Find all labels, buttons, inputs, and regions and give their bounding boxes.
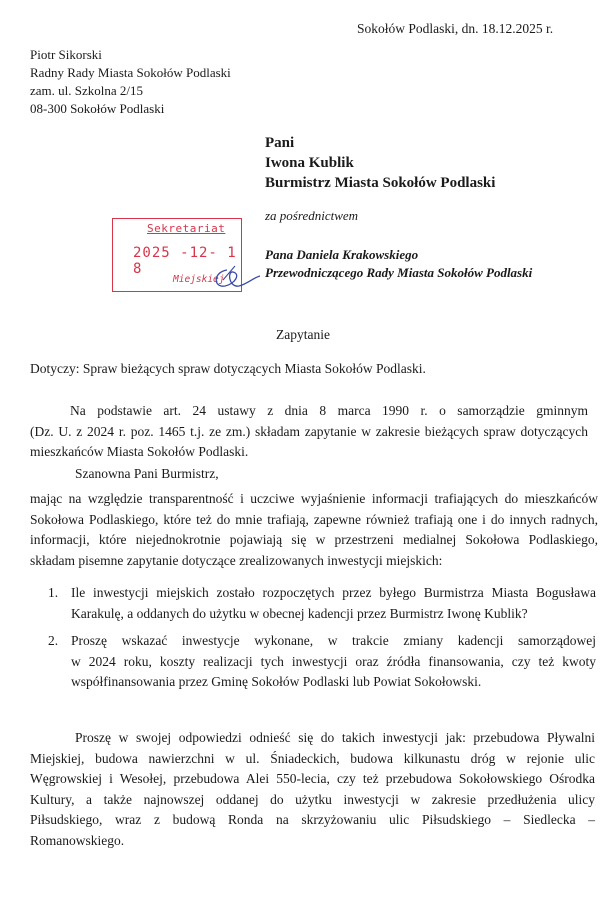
- sender-block: [30, 46, 231, 118]
- list-item-line: współfinansowania przez Gminę Sokołów Podlaski lub Powiat Sokołowski.: [71, 674, 482, 689]
- paragraph-line: Kultury, a także najnowszej oddanej do użytku inwestycji w zakresie przedłużenia ulicy: [30, 791, 595, 807]
- paragraph-line: Piłsudskiego, wraz z budową Ronda na skrzyżowaniu ulic Piłsudskiego – Siedlecka –: [30, 812, 595, 827]
- paragraph-line: Romanowskiego.: [30, 832, 125, 848]
- stamp-city: Miejskiej: [173, 274, 225, 285]
- list-item: [48, 631, 596, 693]
- addressee-block: [265, 133, 495, 193]
- paragraph-line: Sokołowa Podlaskiego, które też do mnie trafiają, zapewne również trafiają one i do innych radnych,: [30, 511, 598, 527]
- paragraph-intro: [30, 489, 598, 571]
- sender-city: 08-300 Sokołów Podlaski: [30, 101, 165, 116]
- subject-line: Dotyczy: Spraw bieżących spraw dotyczących Miasta Sokołów Podlaski.: [30, 361, 426, 376]
- place-date: Sokołów Podlaski, dn. 18.12.2025 r.: [357, 21, 554, 36]
- list-item-line: Karakulę, a oddanych do użytku w obecnej kadencji przez Burmistrz Iwonę Kublik?: [71, 605, 528, 621]
- list-item-line: Proszę wskazać inwestycje wykonane, w trakcie zmiany kadencji samorządowej: [71, 633, 596, 648]
- salutation: Szanowna Pani Burmistrz,: [75, 466, 219, 481]
- list-item: [48, 583, 596, 624]
- paragraph-line: Na podstawie art. 24 ustawy z dnia 8 marca 1990 r. o samorządzie gminnym: [70, 403, 588, 418]
- list-item-number: 1.: [48, 585, 59, 600]
- paragraph-line: mieszkańców Miasta Sokołów Podlaski.: [30, 444, 249, 459]
- chair-name: Pana Daniela Krakowskiego: [265, 247, 419, 262]
- sender-title: Radny Rady Miasta Sokołów Podlaski: [30, 65, 231, 80]
- addressee-title: Burmistrz Miasta Sokołów Podlaski: [265, 175, 496, 191]
- stamp-signature-icon: [205, 258, 265, 298]
- paragraph-line: mając na względzie transparentność i uczciwe wyjaśnienie informacji trafiających do mieszkańców: [30, 491, 598, 506]
- sender-name: Piotr Sikorski: [30, 47, 102, 62]
- chair-title: Przewodniczącego Rady Miasta Sokołów Podlaski: [265, 265, 533, 280]
- list-item-number: 2.: [48, 633, 59, 648]
- stamp-date: 2025 -12- 1 8: [133, 245, 237, 277]
- addressee-salutation: Pani: [265, 135, 295, 151]
- paragraph-legal-basis: [30, 401, 588, 463]
- paragraph-line: informacji, które niejednokrotnie pojawiają się w przestrzeni medialnej Sokołowa Podlaskiego,: [30, 532, 598, 547]
- paragraph-line: Węgrowskiej i Wesołej, przebudowa Alei 550-lecia, czy też przebudowa Sokołowskiego Ośrodka: [30, 771, 595, 786]
- sender-street: zam. ul. Szkolna 2/15: [30, 83, 144, 98]
- list-item-line: Ile inwestycji miejskich zostało rozpoczętych przez byłego Burmistrza Miasta Bogusława: [71, 585, 596, 600]
- via-note: za pośrednictwem: [265, 208, 359, 223]
- paragraph-line: (Dz. U. z 2024 r. poz. 1465 t.j. ze zm.) składam zapytanie w zakresie bieżących spraw dotyczących: [30, 423, 588, 439]
- paragraph-line: Proszę w swojej odpowiedzi odnieść się do takich inwestycji jak: przebudowa Pływalni: [75, 730, 595, 745]
- paragraph-line: składam pisemne zapytanie dotyczące zrealizowanych inwestycji miejskich:: [30, 552, 443, 568]
- paragraph-line: Miejskiej, budowa nawierzchni w ul. Śniadeckich, budowa kilkunastu dróg w rejonie ulic: [30, 750, 595, 766]
- questions-list: [48, 583, 596, 693]
- list-item-line: w 2024 roku, koszty realizacji tych inwestycji oraz źródła finansowania, czy też kwoty: [71, 653, 596, 669]
- addressee-name: Iwona Kublik: [265, 155, 354, 171]
- chair-block: [265, 246, 532, 282]
- document-title: Zapytanie: [276, 327, 330, 342]
- stamp-title: Sekretariat: [147, 222, 226, 235]
- paragraph-investments: [30, 728, 595, 851]
